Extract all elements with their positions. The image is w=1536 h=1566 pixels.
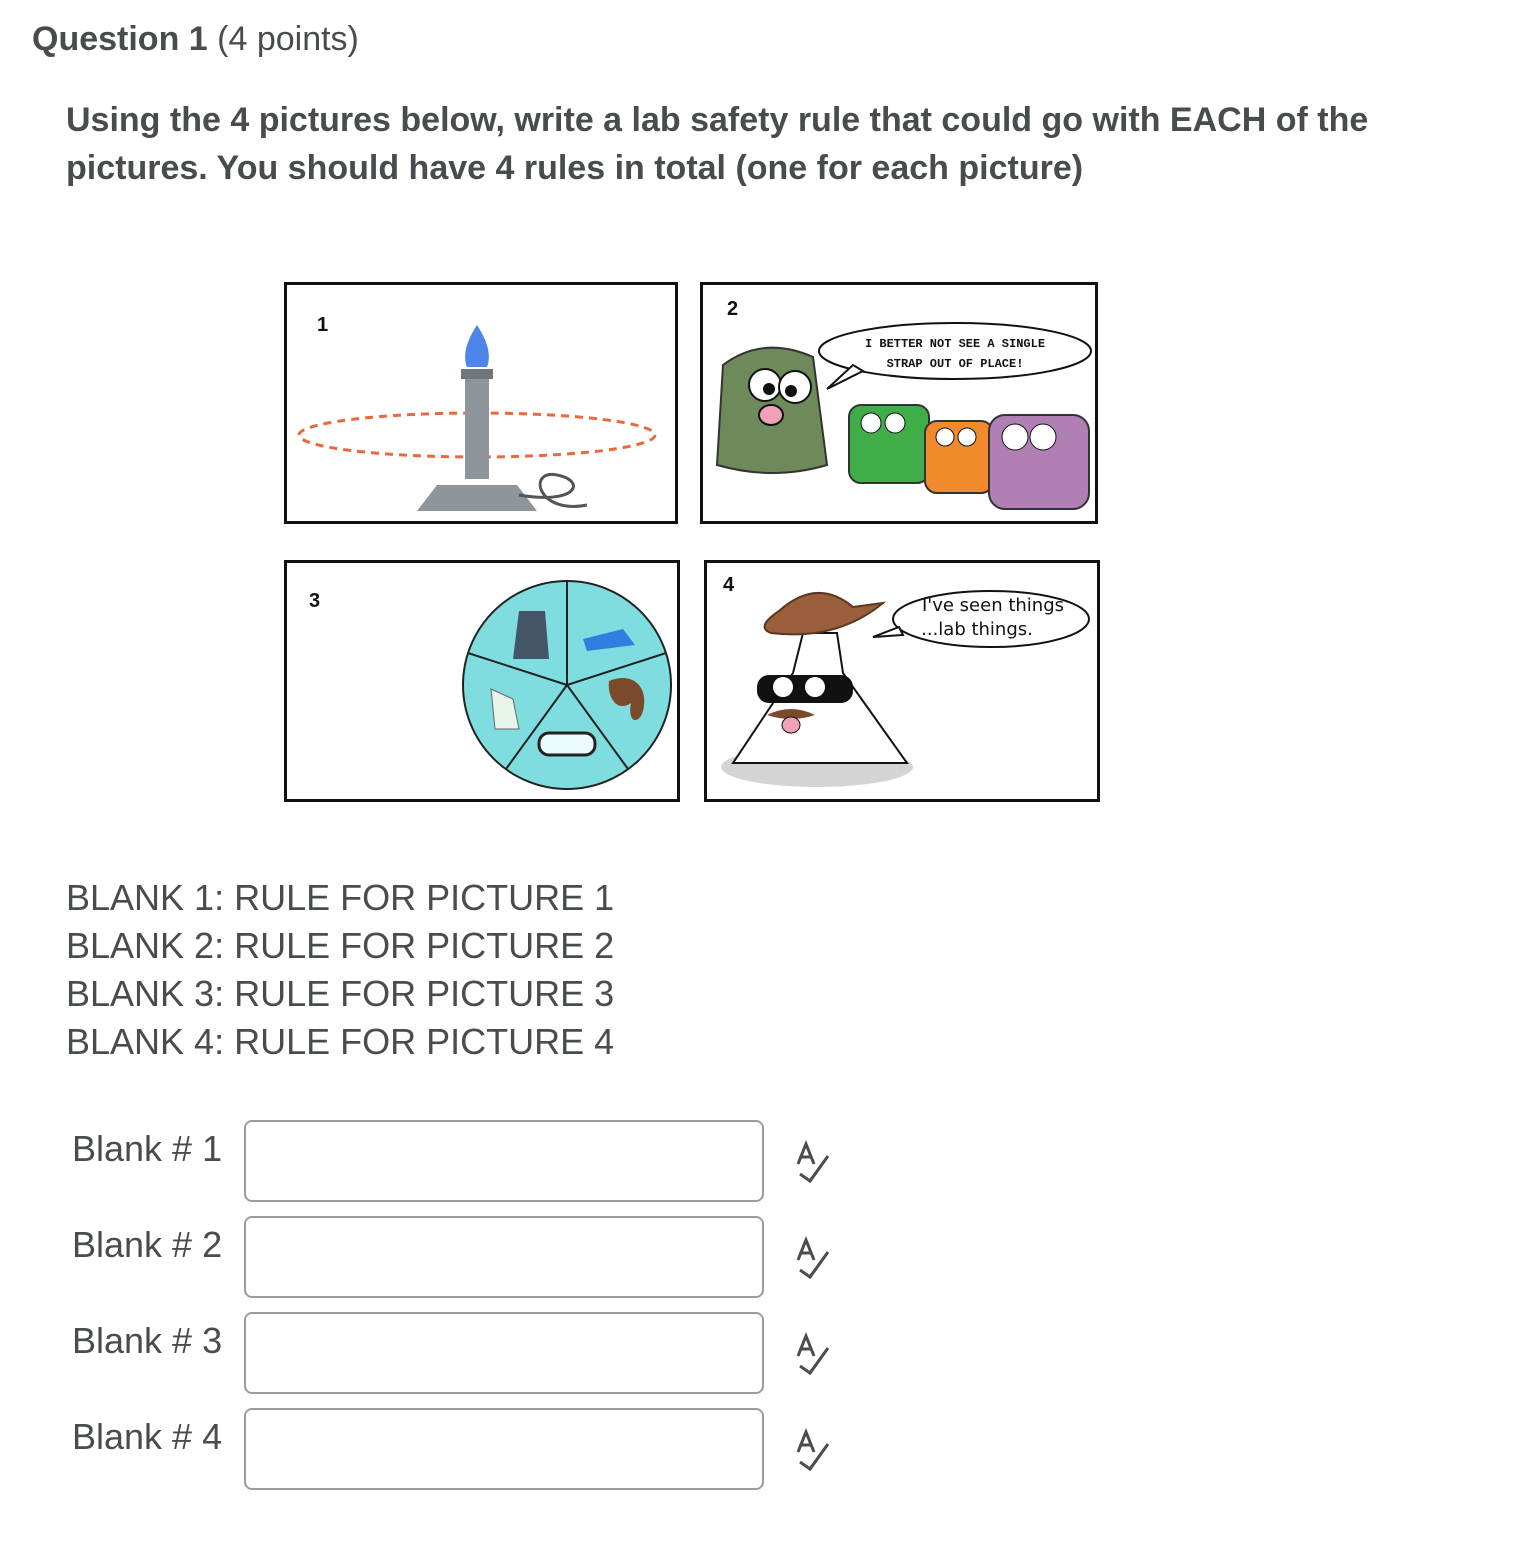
- picture-2-backpacks: [700, 282, 1098, 524]
- question-prompt: Using the 4 pictures below, write a lab safety rule that could go with EACH of the pictures. You should have 4 rules in total (one for each picture): [66, 101, 1369, 187]
- spell-check-icon[interactable]: [792, 1332, 832, 1376]
- lab-safety-pictures: [284, 282, 1100, 804]
- panel-label-3: 3: [309, 590, 321, 612]
- blank-input-2[interactable]: [244, 1216, 764, 1298]
- burner-barrel: [465, 369, 489, 479]
- speech-line-1: I BETTER NOT SEE A SINGLE: [864, 337, 1046, 351]
- speech-line-2: STRAP OUT OF PLACE!: [886, 357, 1024, 371]
- panel-label-4: 4: [723, 574, 735, 596]
- blank-label-2: Blank # 2: [72, 1224, 223, 1265]
- blank-input-1[interactable]: [244, 1120, 764, 1202]
- blank-label-4: Blank # 4: [72, 1416, 223, 1457]
- picture-1-bunsen-burner: [284, 282, 678, 524]
- panel-label-2: 2: [727, 298, 739, 320]
- rule-line: BLANK 2: RULE FOR PICTURE 2: [66, 925, 615, 966]
- speech-line-2: ...lab things.: [921, 619, 1033, 640]
- question-points: (4 points): [217, 20, 359, 58]
- burner-base: [417, 485, 537, 511]
- orange-backpack: [925, 421, 993, 493]
- spell-check-icon[interactable]: [792, 1236, 832, 1280]
- spell-check-icon[interactable]: [792, 1428, 832, 1472]
- question-title: Question 1: [32, 20, 208, 58]
- apron-icon: [513, 611, 549, 659]
- speech-line-1: I've seen things: [921, 595, 1065, 616]
- blank-input-3[interactable]: [244, 1312, 764, 1394]
- question-header: [32, 20, 359, 59]
- flame-icon: [465, 325, 489, 367]
- rule-line: BLANK 3: RULE FOR PICTURE 3: [66, 973, 615, 1014]
- blank-label-3: Blank # 3: [72, 1320, 223, 1361]
- rules-list: [66, 874, 614, 1066]
- rule-line: BLANK 1: RULE FOR PICTURE 1: [66, 877, 615, 918]
- rule-line: BLANK 4: RULE FOR PICTURE 4: [66, 1021, 615, 1062]
- spell-check-icon[interactable]: [792, 1140, 832, 1184]
- cowboy-hat-icon: [765, 593, 883, 634]
- blank-label-1: Blank # 1: [72, 1128, 223, 1169]
- panel-label-1: 1: [317, 314, 329, 336]
- blank-input-4[interactable]: [244, 1408, 764, 1490]
- picture-3-ppe-wheel: [284, 560, 680, 802]
- picture-4-flask: [704, 560, 1100, 802]
- goggles-icon: [539, 733, 595, 755]
